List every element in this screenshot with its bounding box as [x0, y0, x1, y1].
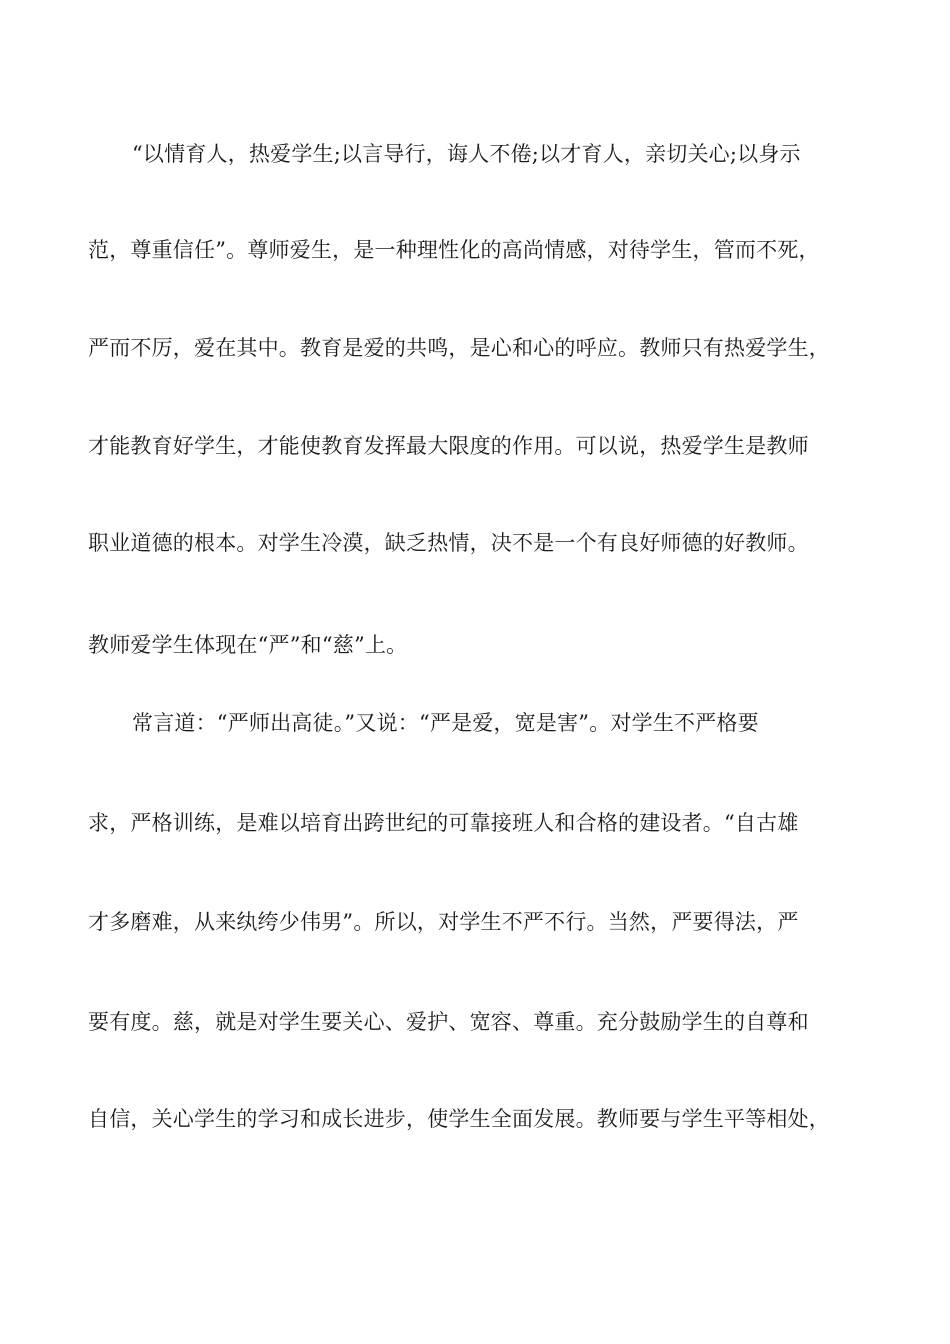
paragraph-line: 才能教育好学生，才能使教育发挥最大限度的作用。可以说，热爱学生是教师 — [88, 434, 809, 458]
paragraph-line: 职业道德的根本。对学生冷漠，缺乏热情，决不是一个有良好师德的好教师。 — [88, 531, 809, 555]
paragraph-line: 范，尊重信任”。尊师爱生，是一种理性化的高尚情感，对待学生，管而不死， — [88, 238, 820, 262]
paragraph-line: 教师爱学生体现在“严”和“慈”上。 — [88, 633, 408, 657]
paragraph-line: 严而不厉，爱在其中。教育是爱的共鸣，是心和心的呼应。教师只有热爱学生， — [88, 336, 830, 360]
paragraph-line: 常言道：“严师出高徒。”又说：“严是爱，宽是害”。对学生不严格要 — [132, 711, 759, 735]
paragraph-line: 自信，关心学生的学习和成长进步，使学生全面发展。教师要与学生平等相处， — [88, 1107, 830, 1131]
paragraph-line: 才多磨难，从来纨绔少伟男”。所以，对学生不严不行。当然，严要得法，严 — [88, 910, 799, 934]
paragraph-line: “以情育人，热爱学生;以言导行，诲人不倦;以才育人，亲切关心;以身示 — [132, 142, 801, 166]
paragraph-line: 要有度。慈，就是对学生要关心、爱护、宽容、尊重。充分鼓励学生的自尊和 — [88, 1010, 809, 1034]
paragraph-line: 求，严格训练，是难以培育出跨世纪的可靠接班人和合格的建设者。“自古雄 — [88, 811, 799, 835]
